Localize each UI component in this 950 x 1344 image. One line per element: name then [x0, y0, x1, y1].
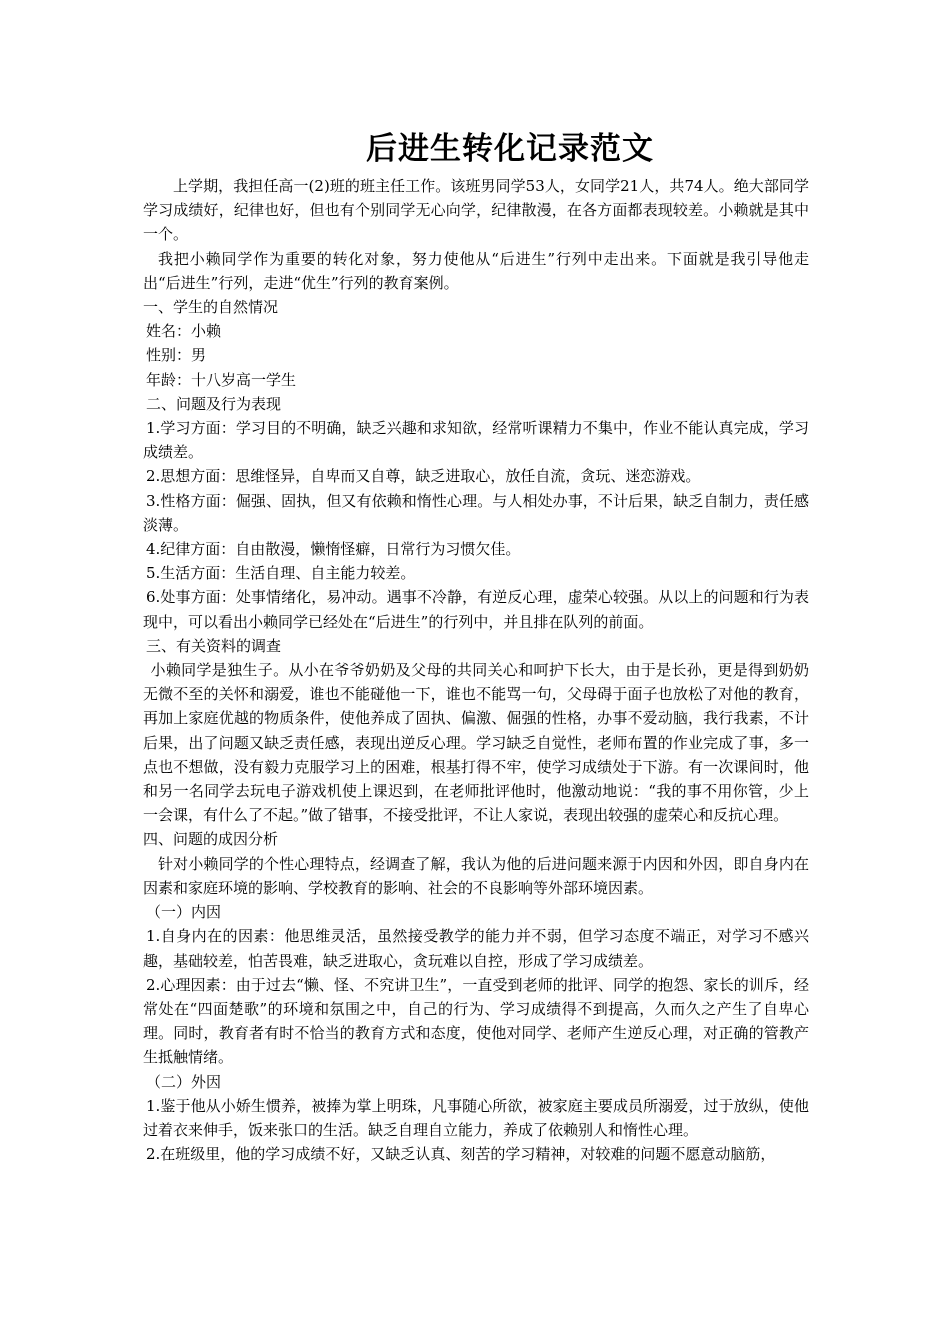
list-item: 3.性格方面：倔强、固执，但又有依赖和惰性心理。与人相处办事，不计后果，缺乏自制力，责任感淡薄。 [143, 491, 809, 534]
info-name: 姓名：小赖 [146, 322, 222, 341]
subsection-heading-external: （二）外因 [146, 1072, 222, 1091]
list-item: 6.处事方面：处事情绪化，易冲动。遇事不冷静，有逆反心理，虚荣心较强。从以上的问题和行为表现中，可以看出小赖同学已经处在“后进生”的行列中，并且排在队列的前面。 [143, 588, 809, 631]
section-heading-2: 二、问题及行为表现 [146, 394, 282, 413]
subsection-heading-internal: （一）内因 [146, 903, 222, 922]
section-heading-1: 一、学生的自然情况 [143, 298, 279, 317]
list-item: 1.自身内在的因素：他思维灵活，虽然接受教学的能力并不弱，但学习态度不端正，对学习不感兴趣，基础较差，怕苦畏难，缺乏进取心，贪玩难以自控，形成了学习成绩差。 [143, 927, 809, 970]
paragraph-intro: 上学期，我担任高一(2)班的班主任工作。该班男同学53人，女同学21人，共74人。绝大部同学学习成绩好，纪律也好，但也有个别同学无心向学，纪律散漫，在各方面都表现较差。小赖就是其中一个。 [143, 177, 809, 244]
list-item: 1.学习方面：学习目的不明确，缺乏兴趣和求知欲，经常听课精力不集中，作业不能认真完成，学习成绩差。 [143, 419, 809, 462]
section-heading-4: 四、问题的成因分析 [143, 830, 279, 849]
list-item: 1.鉴于他从小娇生惯养，被捧为掌上明珠，凡事随心所欲，被家庭主要成员所溺爱，过于放纵，使他过着衣来伸手，饭来张口的生活。缺乏自理自立能力，养成了依赖别人和惰性心理。 [143, 1096, 809, 1139]
info-gender: 性别：男 [146, 346, 207, 365]
document-title: 后进生转化记录范文 [366, 131, 654, 167]
list-item: 2.心理因素：由于过去“懒、怪、不究讲卫生”，一直受到老师的批评、同学的抱怨、家长的训斥，经常处在“四面楚歌”的环境和氛围之中，自己的行为、学习成绩得不到提高，久而久之产生了自卑心理。同时，教育者有时不恰当的教育方式和态度，使他对同学、老师产生逆反心理，对正确的管教产生抵触情绪。 [143, 975, 809, 1067]
paragraph-investigation: 小赖同学是独生子。从小在爷爷奶奶及父母的共同关心和呵护下长大，由于是长孙，更是得到奶奶无微不至的关怀和溺爱，谁也不能碰他一下，谁也不能骂一句，父母碍于面子也放松了对他的教育，再加上家庭优越的物质条件，使他养成了固执、偏激、倔强的性格，办事不爱动脑，我行我素，不计后果，出了问题又缺乏责任感，表现出逆反心理。学习缺乏自觉性，老师布置的作业完成了事，多一点也不想做，没有毅力克服学习上的困难，根基打得不牢，使学习成绩处于下游。有一次课间时，他和另一名同学去玩电子游戏机使上课迟到，在老师批评他时，他激动地说：“我的事不用你管，少上一会课，有什么了不起。”做了错事，不接受批评，不让人家说，表现出较强的虚荣心和反抗心理。 [143, 661, 809, 825]
section-heading-3: 三、有关资料的调查 [146, 636, 282, 655]
info-age: 年龄：十八岁高一学生 [146, 370, 297, 389]
paragraph-goal: 我把小赖同学作为重要的转化对象，努力使他从“后进生”行列中走出来。下面就是我引导他走出“后进生”行列，走进“优生”行列的教育案例。 [143, 249, 809, 292]
list-item: 5.生活方面：生活自理、自主能力较差。 [146, 564, 416, 583]
document-body [143, 174, 809, 1166]
list-item: 2.思想方面：思维怪异，自卑而又自尊，缺乏进取心，放任自流，贪玩、迷恋游戏。 [146, 467, 701, 486]
list-item: 4.纪律方面：自由散漫，懒惰怪癖，日常行为习惯欠佳。 [146, 540, 521, 559]
paragraph-analysis: 针对小赖同学的个性心理特点，经调查了解，我认为他的后进问题来源于内因和外因，即自身内在因素和家庭环境的影响、学校教育的影响、社会的不良影响等外部环境因素。 [143, 854, 809, 897]
list-item: 2.在班级里，他的学习成绩不好，又缺乏认真、刻苦的学习精神，对较难的问题不愿意动脑筋， [146, 1145, 776, 1164]
